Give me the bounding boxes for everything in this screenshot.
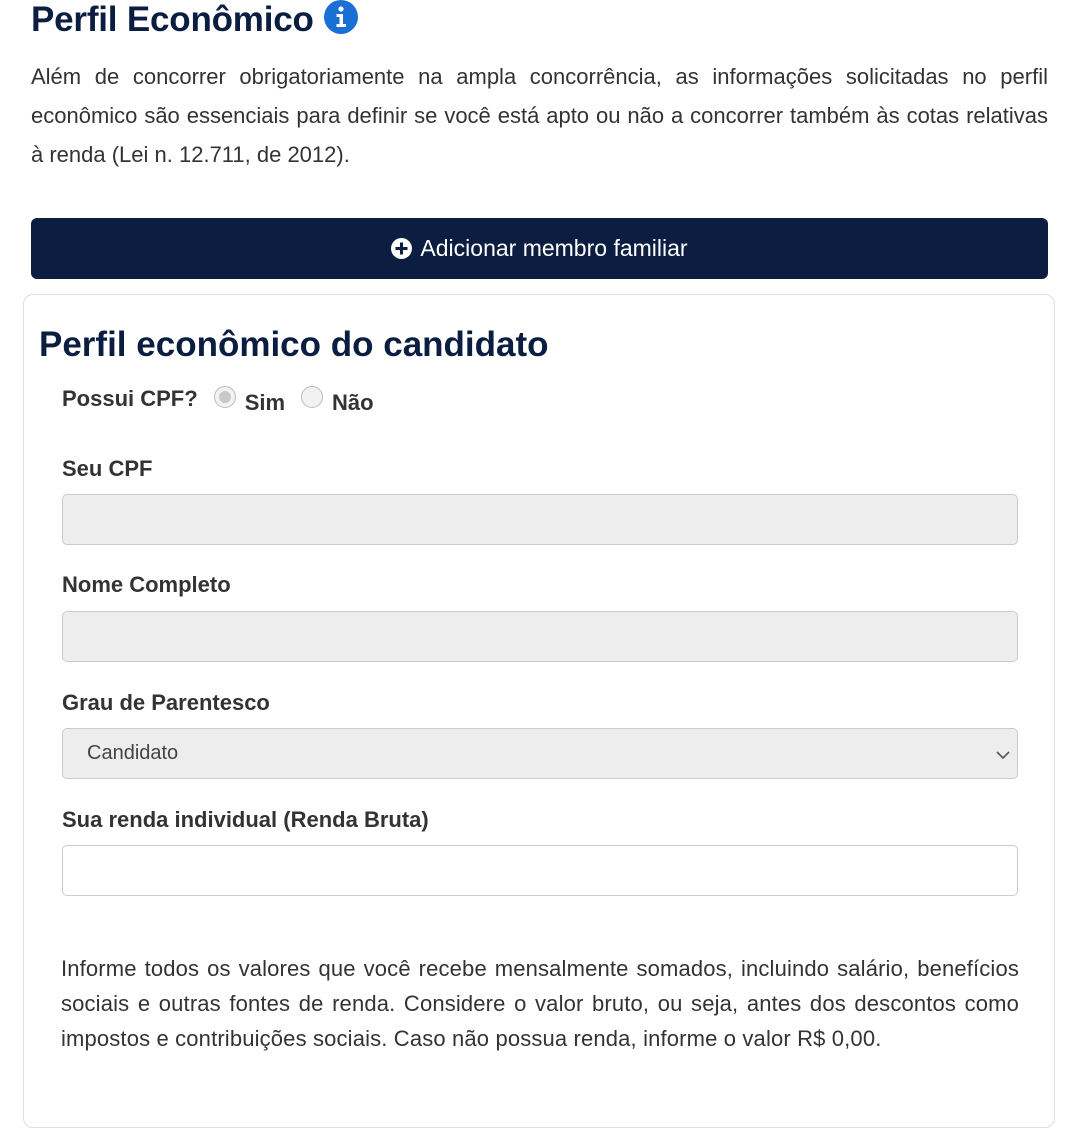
income-input[interactable] <box>62 845 1018 896</box>
add-member-label: Adicionar membro familiar <box>420 235 688 261</box>
radio-button-no[interactable] <box>301 386 323 408</box>
has-cpf-option-yes[interactable] <box>214 382 285 416</box>
cpf-input[interactable] <box>62 494 1018 545</box>
income-label: Sua renda individual (Renda Bruta) <box>62 807 429 832</box>
relationship-selected-value: Candidato <box>87 742 179 764</box>
full-name-input[interactable] <box>62 611 1018 662</box>
radio-label-yes: Sim <box>244 390 286 415</box>
relationship-select[interactable] <box>62 728 1018 779</box>
page-heading <box>31 0 359 40</box>
cpf-field-label: Seu CPF <box>62 456 153 481</box>
relationship-label: Grau de Parentesco <box>62 690 270 715</box>
intro-text: Além de concorrer obrigatoriamente na ampla concorrência, as informações solicitadas no perfil econômico são essenciais para definir se você está apto ou não a concorrer também às cotas relativas à renda (Lei n. 12.711, de 2012). <box>31 64 1048 167</box>
full-name-label: Nome Completo <box>62 572 231 597</box>
has-cpf-option-no[interactable] <box>301 382 374 416</box>
radio-button-yes[interactable] <box>214 386 236 408</box>
candidate-economic-profile-card <box>23 294 1055 1128</box>
has-cpf-radio-group <box>62 381 374 417</box>
card-title: Perfil econômico do candidato <box>39 325 549 364</box>
page-title: Perfil Econômico <box>31 0 314 39</box>
add-family-member-button[interactable] <box>31 218 1048 279</box>
plus-circle-icon <box>391 238 412 259</box>
income-help-text: Informe todos os valores que você recebe mensalmente somados, incluindo salário, benefícios sociais e outras fontes de renda. Considere o valor bruto, ou seja, antes dos descontos como impostos e contribuições sociais. Caso não possua renda, informe o valor R$ 0,00. <box>61 956 1019 1051</box>
info-icon[interactable] <box>323 0 359 35</box>
chevron-down-icon <box>995 746 1011 762</box>
has-cpf-label: Possui CPF? <box>62 386 198 411</box>
radio-label-no: Não <box>332 390 374 415</box>
